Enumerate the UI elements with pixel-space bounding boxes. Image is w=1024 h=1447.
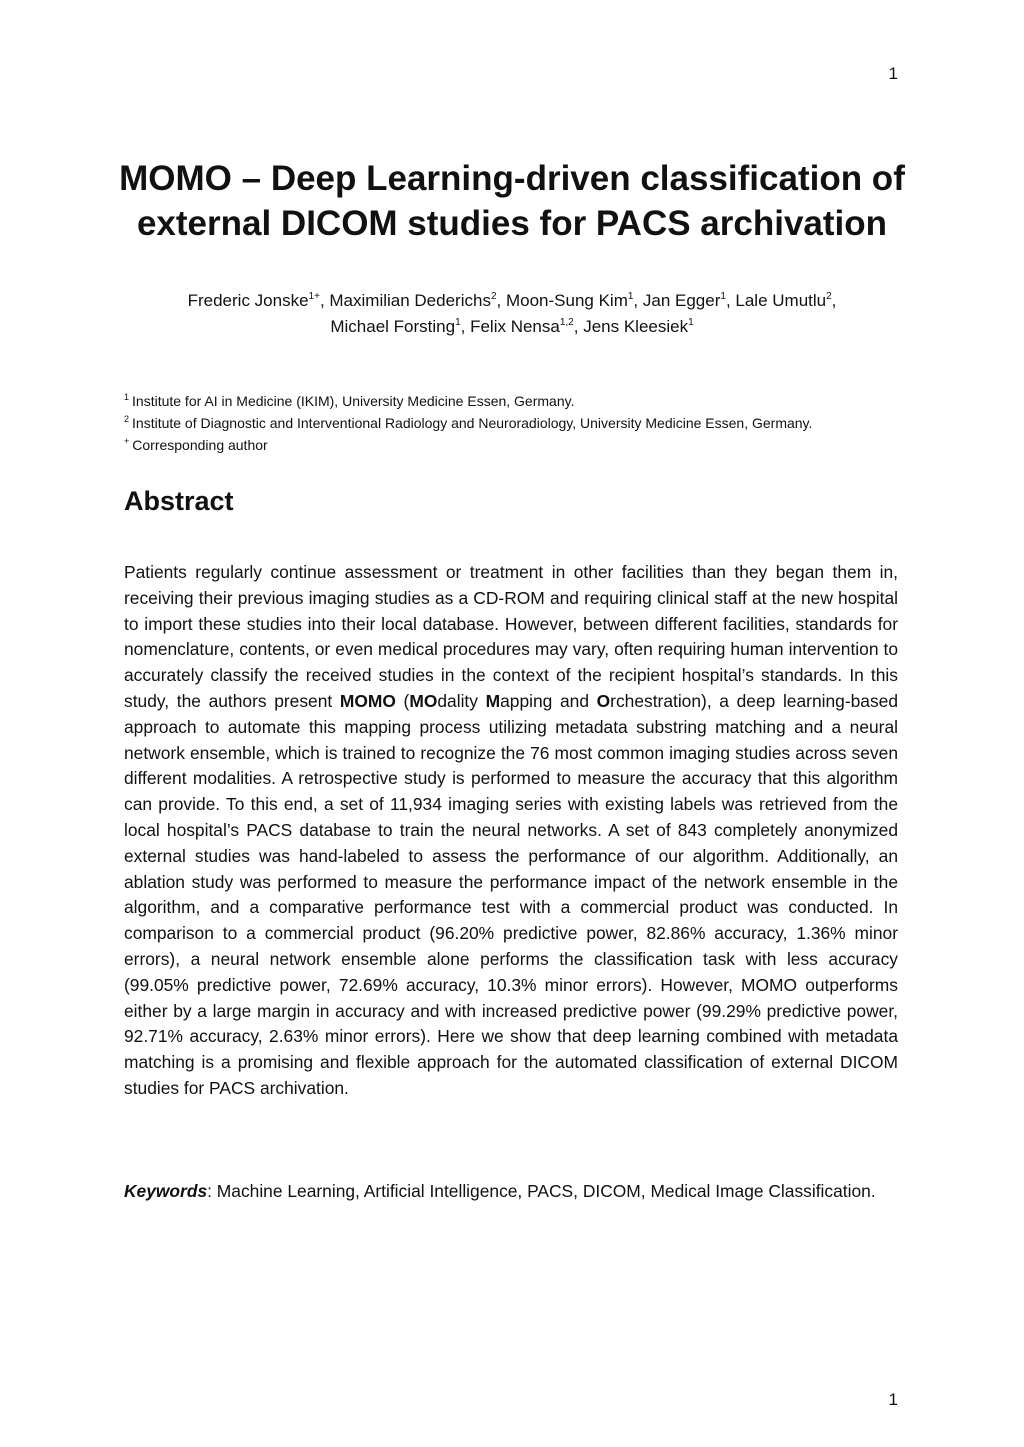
keywords-text: : Machine Learning, Artificial Intelligence, PACS, DICOM, Medical Image Classification. — [207, 1181, 876, 1201]
title-line-1: MOMO – Deep Learning-driven classification of — [119, 159, 905, 198]
affiliation-item: $^2$ Institute of Diagnostic and Interventional Radiology and Neuroradiology, University Medicine Essen, Germany. — [124, 414, 813, 431]
keywords-label: Keywords — [124, 1181, 208, 1201]
author: Jan Egger$^1$, — [642, 291, 736, 310]
author: Felix Nensa$^{1,2}$, — [470, 317, 584, 336]
page-number-bottom: 1 — [888, 1390, 898, 1409]
affiliation-item: $^1$ Institute for AI in Medicine (IKIM), University Medicine Essen, Germany. — [124, 392, 575, 409]
title-line-2: external DICOM studies for PACS archivation — [136, 204, 888, 243]
author: Michael Forsting$^1$, — [330, 317, 471, 336]
paper-title — [80, 156, 944, 246]
author-list — [80, 288, 944, 340]
author: Lale Umutlu$^2$, — [735, 291, 837, 310]
abstract-text: Patients regularly continue assessment or treatment in other facilities than they began them in, receiving their previous imaging studies as a CD-ROM and requiring clinical staff at the new hospital to import these studies into their local database. However, between different facilities, standards for nomenclature, contents, or even medical procedures may vary, often requiring human intervention to accurately classify the received studies in the context of the recipient hospital’s standards. In this study, the authors present MOMO (MOdality Mapping and Orchestration), a deep learning-based approach to automate this mapping process utilizing metadata substring matching and a neural network ensemble, which is trained to recognize the 76 most common imaging studies across seven different modalities. A retrospective study is performed to measure the accuracy that this algorithm can provide. To this end, a set of 11,934 imaging series with existing labels was retrieved from the local hospital’s PACS database to train the neural networks. A set of 843 completely anonymized external studies was hand-labeled to assess the performance of our algorithm. Additionally, an ablation study was performed to measure the performance impact of the network ensemble in the algorithm, and a comparative performance test with a commercial product was conducted. In comparison to a commercial product (96.20% predictive power, 82.86% accuracy, 1.36% minor errors), a neural network ensemble alone performs the classification task with less accuracy (99.05% predictive power, 72.69% accuracy, 10.3% minor errors). However, MOMO outperforms either by a large margin in accuracy and with increased predictive power (99.29% predictive power, 92.71% accuracy, 2.63% minor errors). Here we show that deep learning combined with metadata matching is a promising and flexible approach for the automated classification of external DICOM studies for PACS archivation. — [124, 562, 898, 1098]
keywords — [124, 1178, 898, 1204]
author: Maximilian Dederichs$^2$, — [329, 291, 506, 310]
abstract-heading: Abstract — [124, 486, 234, 516]
author: Moon-Sung Kim$^1$, — [505, 291, 643, 310]
affiliations — [124, 390, 900, 456]
author: Frederic Jonske$^{1+}$, — [187, 291, 330, 310]
author: Jens Kleesiek$^1$ — [583, 317, 694, 336]
page-number-top: 1 — [888, 64, 898, 83]
affiliation-item: + Corresponding author — [124, 436, 268, 453]
